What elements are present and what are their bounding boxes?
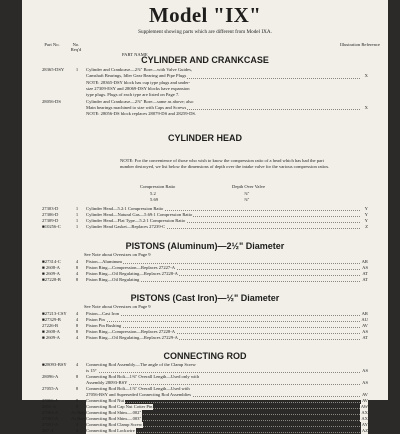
part-row xyxy=(42,67,368,73)
part-row xyxy=(42,99,368,105)
part-name: NOTE: 28365-DSY block has cup type plugs and under- xyxy=(86,79,191,85)
page-subtitle: Supplement showing parts which are different from Model IXA. xyxy=(138,29,272,35)
part-name: size 27309-ESY and 28069-DSY blocks have expansion xyxy=(86,85,190,91)
part-number: 267-A xyxy=(42,428,54,433)
part-row xyxy=(42,428,368,434)
part-number: ■27228-B xyxy=(42,277,61,282)
illustration-reference: AS xyxy=(362,329,368,334)
part-row xyxy=(42,80,368,86)
part-number: 27064-A xyxy=(42,410,59,415)
ratio-value: 5.2 xyxy=(150,191,156,196)
part-name: Connecting Rod Bolt—1⅞" Overall Length—Used with xyxy=(86,386,190,391)
quantity-required: 8 xyxy=(75,386,79,391)
illustration-reference: AX xyxy=(361,416,368,421)
illustration-reference: AR xyxy=(361,311,368,316)
part-row xyxy=(42,277,368,283)
leader-dots xyxy=(86,259,360,264)
part-row xyxy=(42,335,368,341)
part-number: 27309-D xyxy=(42,218,59,223)
depth-value: ⅞" xyxy=(244,197,250,202)
part-name: Cylinder Head—5.2:1 Compression Ratio xyxy=(86,206,164,211)
illustration-reference: AV xyxy=(361,398,368,403)
part-name: Piston Ring—Compression—Replaces 27228-A xyxy=(86,329,176,334)
quantity-required: 8 xyxy=(75,374,79,379)
illustration-reference: AT xyxy=(362,277,368,282)
illustration-reference: Y xyxy=(364,212,368,217)
leader-dots xyxy=(86,311,360,316)
part-name: Piston Ring—Oil Regulating—Replaces 27228-A xyxy=(86,271,178,276)
illustration-reference: AU xyxy=(361,317,368,322)
illustration-reference: AR xyxy=(361,259,368,264)
part-number: ■27329-B xyxy=(42,317,61,322)
quantity-required: 1 xyxy=(75,212,79,217)
catalog-page xyxy=(22,0,388,433)
part-name: NOTE: 28056-DS block replaces 28079-DS and 28259-DS. xyxy=(86,111,197,117)
illustration-reference: AW xyxy=(360,404,368,409)
cylinder-head-note: NOTE: For the convenience of those who wish to know the compression ratio of a head which has had the part number destroyed, we list below the dimensions of depth over the intake valve for the various compression ratios. xyxy=(120,158,330,169)
part-number: ■ 2609-A xyxy=(42,271,60,276)
quantity-required: 8 xyxy=(75,329,79,334)
leader-dots xyxy=(86,398,360,403)
part-name: Connecting Rod Clamp Screw xyxy=(86,422,143,427)
part-name: Piston Pin Bushing xyxy=(86,323,122,328)
section-title-connecting-rod: CONNECTING ROD xyxy=(163,351,247,361)
leader-dots xyxy=(86,317,360,322)
part-number: 2651-A xyxy=(42,404,57,409)
part-name: is 15° xyxy=(86,368,97,373)
part-number: ■ 2608-A xyxy=(42,329,60,334)
part-name: type plugs. Plugs of each type are listed on Page 7. xyxy=(86,92,180,98)
illustration-reference: X xyxy=(364,104,368,110)
part-name: Cylinder Head—Flat Type—5.2:1 Compression Ratio xyxy=(86,218,186,223)
quantity-required: 8 xyxy=(75,265,79,270)
illustration-reference: Z xyxy=(365,224,368,229)
part-number: 27306-D xyxy=(42,212,59,217)
illustration-reference: AS xyxy=(362,265,368,270)
quantity-required: 4 xyxy=(75,422,79,427)
oversize-note: See Note about Oversizes on Page 9 xyxy=(84,252,151,257)
quantity-required: As Req. xyxy=(71,416,86,421)
illustration-reference: AT xyxy=(362,271,368,276)
part-name: Cylinder and Crankcase—2⅞" Bore—same as above; also xyxy=(86,98,194,104)
part-name: Cylinder and Crankcase—2⅞" Bore—with Valve Guides, xyxy=(86,67,193,72)
part-name: Connecting Rod Shim—.003" xyxy=(86,416,142,421)
quantity-required: As Req. xyxy=(71,410,86,415)
quantity-required: 1 xyxy=(75,206,79,211)
compression-ratio-header: Compression Ratio xyxy=(140,184,176,189)
leader-dots xyxy=(86,323,360,328)
quantity-required: 1 xyxy=(75,224,79,229)
page-title: Model "IX" xyxy=(148,3,262,27)
part-name: Connecting Rod Shim—.002" xyxy=(86,410,142,415)
part-name: Connecting Rod Cap Nut Cotter Pin xyxy=(86,404,153,409)
part-name: Camshaft Bearings, Idler Gear Bearing and Pipe Plugs xyxy=(86,73,187,79)
illustration-reference: AY xyxy=(361,422,368,427)
illustration-reference: AX xyxy=(361,410,368,415)
part-name: Assembly 28093-BSY xyxy=(86,380,128,385)
quantity-required: 8 xyxy=(75,398,79,403)
part-name: Piston Ring—Oil Regulating—Replaces 27229-A xyxy=(86,335,178,340)
part-name: Main bearings machined to size with Caps and Screws xyxy=(86,104,187,110)
quantity-required: 8 xyxy=(75,323,79,328)
part-name: Piston Pin xyxy=(86,317,105,322)
leader-dots xyxy=(86,368,360,373)
part-number: ■27213-CSY xyxy=(42,311,67,316)
part-name: Cylinder Head Gasket—Replaces 27239-C xyxy=(86,224,166,229)
section-title-pistons-cast-iron: PISTONS (Cast Iron)—½" Diameter xyxy=(130,293,280,303)
part-name: Piston Ring—Oil Regulating xyxy=(86,277,140,282)
quantity-required: 4 xyxy=(75,311,79,316)
part-name: Connecting Rod Nut xyxy=(86,398,125,403)
part-number: ■ 2609-A xyxy=(42,335,60,340)
ref-column-header: Illustration Reference xyxy=(340,42,380,47)
depth-header: Depth Over Valve xyxy=(232,184,266,189)
part-number: 27067-A xyxy=(42,416,59,421)
section-title-cylinder-crankcase: CYLINDER AND CRANKCASE xyxy=(141,55,269,65)
quantity-required: 1 xyxy=(75,67,79,72)
illustration-reference: AV xyxy=(361,392,368,397)
quantity-required: 4 xyxy=(75,362,79,367)
ratio-value: 5.69 xyxy=(150,197,159,202)
section-title-cylinder-head: CYLINDER HEAD xyxy=(167,133,242,143)
part-number: 27055-A xyxy=(42,386,59,391)
no-reqd-column-header: No. Req'd xyxy=(70,42,82,53)
part-name: Piston Ring—Compression—Replaces 27227-A xyxy=(86,265,176,270)
part-number: ■10256-C xyxy=(42,224,61,229)
part-number: ■28093-BSY xyxy=(42,362,67,367)
part-name: Connecting Rod Bolt—1⅜" Overall Length—Used only with xyxy=(86,374,200,379)
part-row xyxy=(42,92,368,98)
part-no-column-header: Part No. xyxy=(44,42,60,47)
quantity-required: 4 xyxy=(75,317,79,322)
illustration-reference: X xyxy=(364,73,368,79)
section-title-pistons-aluminum: PISTONS (Aluminum)—2½" Diameter xyxy=(125,241,285,251)
part-row xyxy=(42,224,368,230)
illustration-reference: AS xyxy=(362,380,368,385)
part-row xyxy=(42,73,368,79)
part-row xyxy=(42,86,368,92)
part-number: 28365-DSY xyxy=(42,67,65,72)
part-number: 27226-B xyxy=(42,323,59,328)
part-number: ■27314-C xyxy=(42,259,61,264)
part-number: 27303-D xyxy=(42,206,59,211)
part-name: Connecting Rod Lockwire xyxy=(86,428,135,433)
part-name: Piston—Aluminum xyxy=(86,259,122,264)
quantity-required: 4 xyxy=(75,428,79,433)
part-name: 27056-BSY and Superseded Connecting Rod Assemblies xyxy=(86,392,192,397)
quantity-required: 4 xyxy=(75,259,79,264)
part-name: Cylinder Head—Natural Gas—5.69:1 Compression Ratio xyxy=(86,212,193,217)
part-row xyxy=(42,111,368,117)
part-name: Piston—Cast Iron xyxy=(86,311,120,316)
illustration-reference: AV xyxy=(361,323,368,328)
illustration-reference: AZ xyxy=(361,428,368,433)
part-number: 27051-A xyxy=(42,422,59,427)
quantity-required: 4 xyxy=(75,271,79,276)
part-number: 28096-A xyxy=(42,374,59,379)
part-name: Connecting Rod Assembly—The angle of the Clamp Screw xyxy=(86,362,196,367)
part-name-column-header: PART NAME xyxy=(122,52,148,57)
illustration-reference: AT xyxy=(362,335,368,340)
quantity-required: 4 xyxy=(75,335,79,340)
depth-value: ⅞" xyxy=(244,191,250,196)
illustration-reference: AS xyxy=(362,368,368,373)
illustration-reference: Y xyxy=(364,218,368,223)
part-row xyxy=(42,105,368,111)
oversize-note: See Note about Oversizes on Page 9 xyxy=(84,304,151,309)
quantity-required: 8 xyxy=(75,404,79,409)
illustration-reference: Y xyxy=(364,206,368,211)
part-number: ■ 2608-A xyxy=(42,265,60,270)
quantity-required: 8 xyxy=(75,277,79,282)
part-number: 27066-A xyxy=(42,398,59,403)
quantity-required: 1 xyxy=(75,218,79,223)
part-number: 28056-DS xyxy=(42,98,61,104)
